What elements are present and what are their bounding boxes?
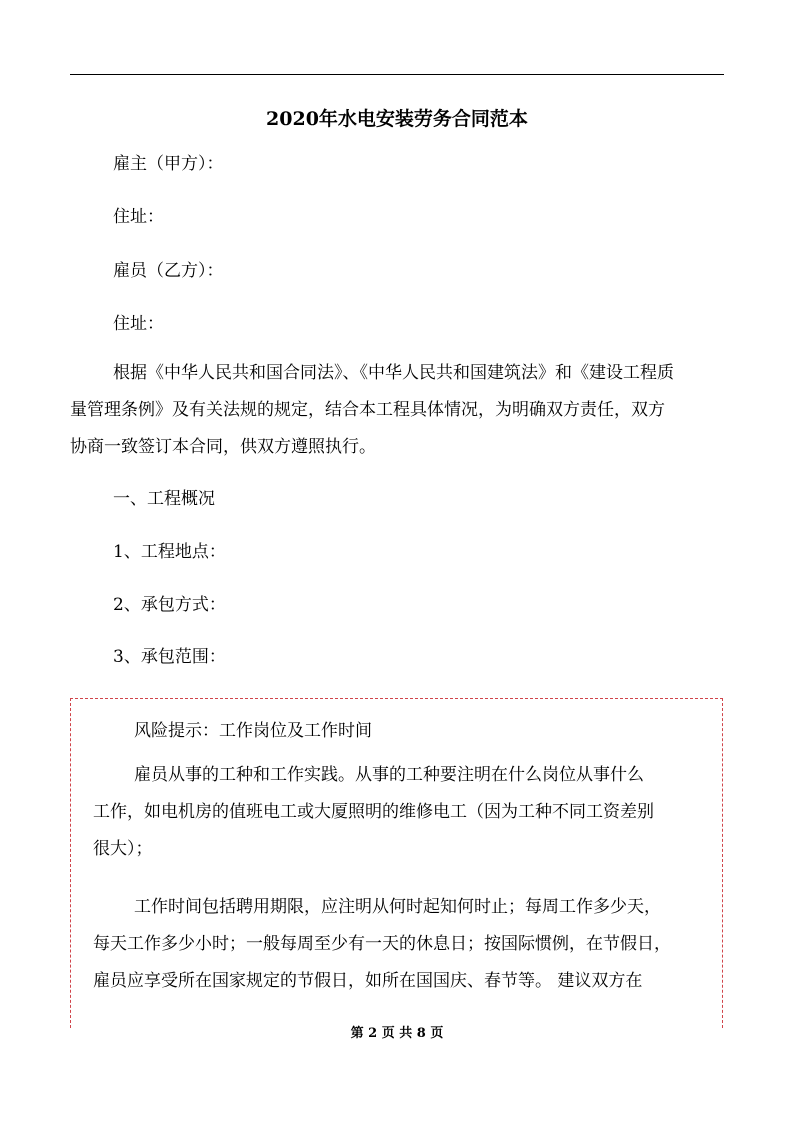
risk-line: 工作时间包括聘用期限，应注明从何时起知何时止；每周工作多少天， <box>134 897 661 917</box>
item-contract-type: 2、承包方式： <box>113 595 226 615</box>
risk-line: 雇员应享受所在国家规定的节假日，如所在国国庆、春节等。 建议双方在 <box>93 971 643 991</box>
section-heading: 一、工程概况 <box>113 489 215 509</box>
risk-line: 每天工作多少小时；一般每周至少有一天的休息日；按国际惯例，在节假日， <box>93 934 671 954</box>
item-scope: 3、承包范围： <box>113 647 226 667</box>
intro-paragraph <box>70 355 725 466</box>
party-a-address-label: 住址： <box>113 207 164 227</box>
header-rule <box>70 74 724 75</box>
intro-line: 量管理条例》及有关法规的规定，结合本工程具体情况，为明确双方责任，双方 <box>70 400 665 420</box>
page-number: 第 2 页 共 8 页 <box>350 1026 444 1041</box>
party-b-label: 雇员（乙方）： <box>113 261 224 281</box>
risk-notice-box <box>70 698 723 1028</box>
risk-paragraph-2 <box>93 889 713 1000</box>
item-location: 1、工程地点： <box>113 542 226 562</box>
risk-heading: 风险提示：工作岗位及工作时间 <box>134 721 372 741</box>
party-b-address-label: 住址： <box>113 314 164 334</box>
risk-line: 很大）； <box>93 839 153 859</box>
risk-line: 雇员从事的工种和工作实践。从事的工种要注明在什么岗位从事什么 <box>134 765 644 785</box>
intro-line: 协商一致签订本合同，供双方遵照执行。 <box>70 437 376 457</box>
document-title: 2020年水电安装劳务合同范本 <box>266 108 528 130</box>
risk-line: 工作，如电机房的值班电工或大厦照明的维修电工（因为工种不同工资差别 <box>93 802 654 822</box>
party-a-label: 雇主（甲方）： <box>113 154 224 174</box>
intro-line: 根据《中华人民共和国合同法》、《中华人民共和国建筑法》和《建设工程质 <box>113 363 674 383</box>
risk-paragraph-1 <box>93 757 713 868</box>
